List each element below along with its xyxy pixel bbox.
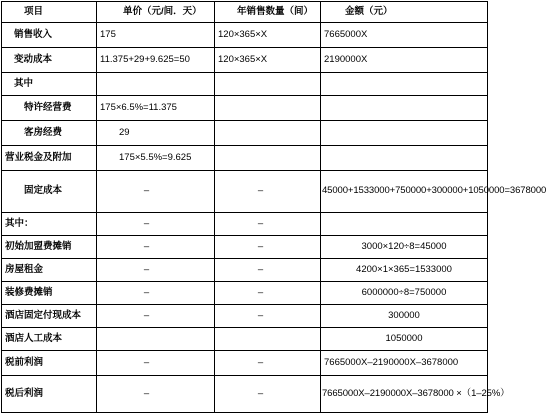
cell-annual-quantity: – — [215, 213, 321, 236]
table-row — [2, 213, 488, 236]
cell-item: 特许经营费 — [2, 96, 97, 121]
cell-unit-price: – — [97, 213, 215, 236]
cell-unit-price: 175×5.5%=9.625 — [97, 146, 215, 171]
cell-item: 税前利润 — [2, 351, 97, 376]
table-row — [2, 146, 488, 171]
cell-unit-price: 175×6.5%=11.375 — [97, 96, 215, 121]
cell-unit-price: – — [97, 259, 215, 282]
cell-amount — [321, 146, 488, 171]
cell-annual-quantity — [215, 73, 321, 96]
cell-item: 酒店固定付现成本 — [2, 305, 97, 328]
table-row — [2, 351, 488, 376]
cell-annual-quantity — [215, 96, 321, 121]
table-header-row — [2, 2, 488, 23]
table-row — [2, 48, 488, 73]
cell-unit-price: 11.375+29+9.625=50 — [97, 48, 215, 73]
cell-item: 其中 — [2, 73, 97, 96]
cell-annual-quantity — [215, 328, 321, 351]
cell-annual-quantity: – — [215, 376, 321, 413]
cell-amount: 300000 — [321, 305, 488, 328]
cell-item: 其中： — [2, 213, 97, 236]
cell-amount: 3000×120÷8=45000 — [321, 236, 488, 259]
cell-unit-price: – — [97, 171, 215, 213]
cell-amount — [321, 96, 488, 121]
cell-amount — [321, 73, 488, 96]
cell-annual-quantity: – — [215, 259, 321, 282]
cell-amount: 2190000X — [321, 48, 488, 73]
header-annual-quantity: 年销售数量（间） — [215, 2, 321, 23]
cell-annual-quantity: – — [215, 171, 321, 213]
cell-amount: 7665000X — [321, 23, 488, 48]
cell-item: 装修费摊销 — [2, 282, 97, 305]
table-row — [2, 96, 488, 121]
cell-item: 税后利润 — [2, 376, 97, 413]
cell-item: 销售收入 — [2, 23, 97, 48]
cell-unit-price: 175 — [97, 23, 215, 48]
cell-item: 房屋租金 — [2, 259, 97, 282]
table-row — [2, 171, 488, 213]
table-row — [2, 376, 488, 413]
cell-amount: 7665000X–2190000X–3678000 — [321, 351, 488, 376]
table-row — [2, 305, 488, 328]
cell-unit-price: – — [97, 305, 215, 328]
cell-unit-price: – — [97, 376, 215, 413]
cell-item: 变动成本 — [2, 48, 97, 73]
table-row — [2, 328, 488, 351]
cell-annual-quantity — [215, 121, 321, 146]
table-row — [2, 236, 488, 259]
cell-annual-quantity: – — [215, 282, 321, 305]
cell-item: 初始加盟费摊销 — [2, 236, 97, 259]
cell-annual-quantity: – — [215, 351, 321, 376]
cell-unit-price: – — [97, 282, 215, 305]
cell-unit-price: 29 — [97, 121, 215, 146]
cell-unit-price — [97, 73, 215, 96]
table-row — [2, 23, 488, 48]
header-amount: 金额（元） — [321, 2, 488, 23]
cell-item: 固定成本 — [2, 171, 97, 213]
table-row — [2, 282, 488, 305]
cell-annual-quantity: 120×365×X — [215, 23, 321, 48]
header-unit-price: 单价（元/间．天） — [97, 2, 215, 23]
cost-analysis-table — [1, 1, 546, 413]
cell-unit-price: – — [97, 236, 215, 259]
cell-amount: 7665000X–2190000X–3678000 ×（1–25%） — [321, 376, 488, 413]
table-row — [2, 259, 488, 282]
cell-amount: 45000+1533000+750000+300000+1050000=3678000 — [321, 171, 488, 213]
cell-amount: 4200×1×365=1533000 — [321, 259, 488, 282]
header-item: 项目 — [2, 2, 97, 23]
cell-item: 营业税金及附加 — [2, 146, 97, 171]
cell-amount — [321, 121, 488, 146]
cell-annual-quantity: – — [215, 236, 321, 259]
table-row — [2, 121, 488, 146]
cell-unit-price: – — [97, 351, 215, 376]
cell-amount: 1050000 — [321, 328, 488, 351]
cell-item: 酒店人工成本 — [2, 328, 97, 351]
cell-annual-quantity — [215, 146, 321, 171]
cell-annual-quantity: 120×365×X — [215, 48, 321, 73]
cell-unit-price — [97, 328, 215, 351]
table-row — [2, 73, 488, 96]
cell-item: 客房经费 — [2, 121, 97, 146]
cell-amount: 6000000÷8=750000 — [321, 282, 488, 305]
cell-annual-quantity: – — [215, 305, 321, 328]
cell-amount — [321, 213, 488, 236]
